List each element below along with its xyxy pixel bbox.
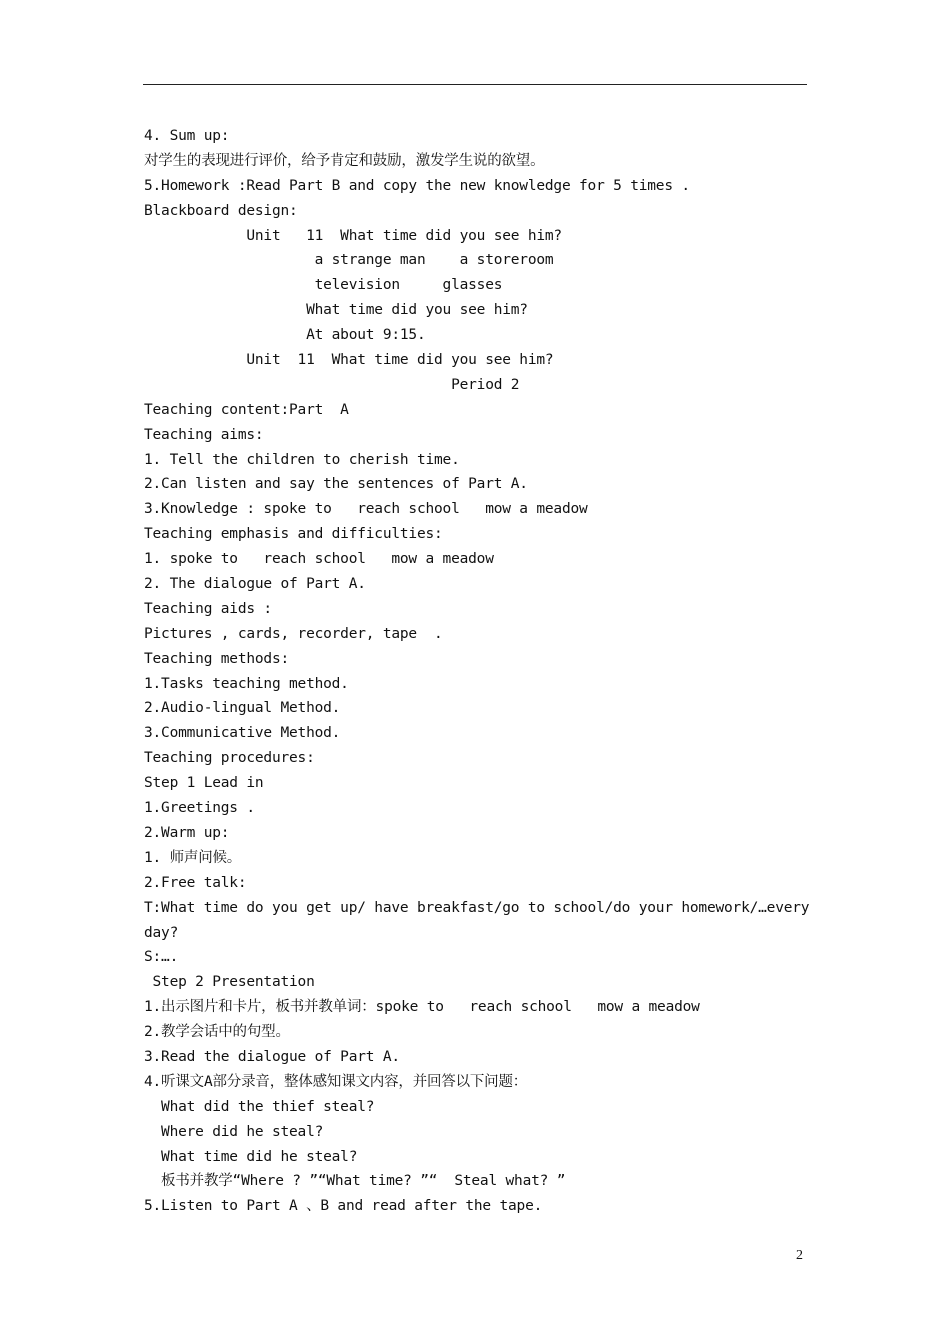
text-line: 1.Tasks teaching method. [144, 675, 349, 692]
text-line: 2.教学会话中的句型。 [144, 1024, 290, 1041]
text-line: 2. The dialogue of Part A. [144, 576, 366, 593]
text-line: 2.Warm up: [144, 824, 230, 841]
text-line: Teaching emphasis and difficulties: [144, 526, 443, 543]
text-line: 对学生的表现进行评价，给予肯定和鼓励，激发学生说的欲望。 [144, 152, 545, 169]
text-line: 2.Free talk: [144, 874, 247, 891]
text-line: Teaching aids : [144, 600, 272, 617]
text-line: Step 2 Presentation [144, 974, 315, 991]
text-line: T:What time do you get up/ have breakfast/go to school/do your homework/…every [144, 899, 810, 916]
text-line: 1.出示图片和卡片，板书并教单词：spoke to reach school mow a meadow [144, 999, 700, 1016]
text-line: 5.Listen to Part A 、B and read after the tape. [144, 1198, 543, 1215]
text-line: Blackboard design: [144, 202, 298, 219]
text-line: 1. spoke to reach school mow a meadow [144, 551, 494, 568]
text-line: Unit 11 What time did you see him? [144, 352, 554, 369]
text-line: Teaching methods: [144, 650, 290, 667]
text-line: Teaching procedures: [144, 750, 315, 767]
text-line: 2.Audio-lingual Method. [144, 700, 341, 717]
page-number: 2 [796, 1248, 803, 1263]
text-line: What time did he steal? [144, 1148, 358, 1165]
text-line: Period 2 [144, 376, 520, 393]
text-line: a strange man a storeroom [144, 252, 554, 269]
text-line: Unit 11 What time did you see him? [144, 227, 562, 244]
text-line: 4. Sum up: [144, 128, 230, 144]
text-line: What time did you see him? [144, 302, 528, 319]
header-rule [143, 84, 807, 85]
text-line: 2.Can listen and say the sentences of Part A. [144, 476, 528, 493]
text-line: 3.Communicative Method. [144, 725, 341, 742]
text-line: What did the thief steal? [144, 1098, 375, 1115]
text-line: Pictures , cards, recorder, tape . [144, 625, 443, 642]
text-line: television glasses [144, 277, 503, 294]
text-line: Step 1 Lead in [144, 775, 264, 792]
text-line: At about 9:15. [144, 327, 426, 344]
document-body [144, 124, 808, 1219]
text-line: 3.Knowledge : spoke to reach school mow a meadow [144, 501, 588, 518]
text-line: Teaching aims: [144, 426, 264, 443]
text-line: 3.Read the dialogue of Part A. [144, 1048, 400, 1065]
text-line: 5.Homework :Read Part B and copy the new knowledge for 5 times . [144, 177, 690, 194]
text-line: 1. 师声问候。 [144, 849, 242, 866]
text-line: day? [144, 924, 179, 941]
text-line: 1. Tell the children to cherish time. [144, 451, 460, 468]
text-line: Where did he steal? [144, 1123, 324, 1140]
text-line: Teaching content:Part A [144, 401, 349, 418]
text-line: 1.Greetings . [144, 800, 255, 817]
text-line: 板书并教学“Where ? ”“What time? ”“ Steal what? ” [144, 1173, 566, 1190]
text-line: 4.听课文A部分录音，整体感知课文内容，并回答以下问题： [144, 1073, 528, 1090]
text-line: S:…. [144, 949, 179, 966]
